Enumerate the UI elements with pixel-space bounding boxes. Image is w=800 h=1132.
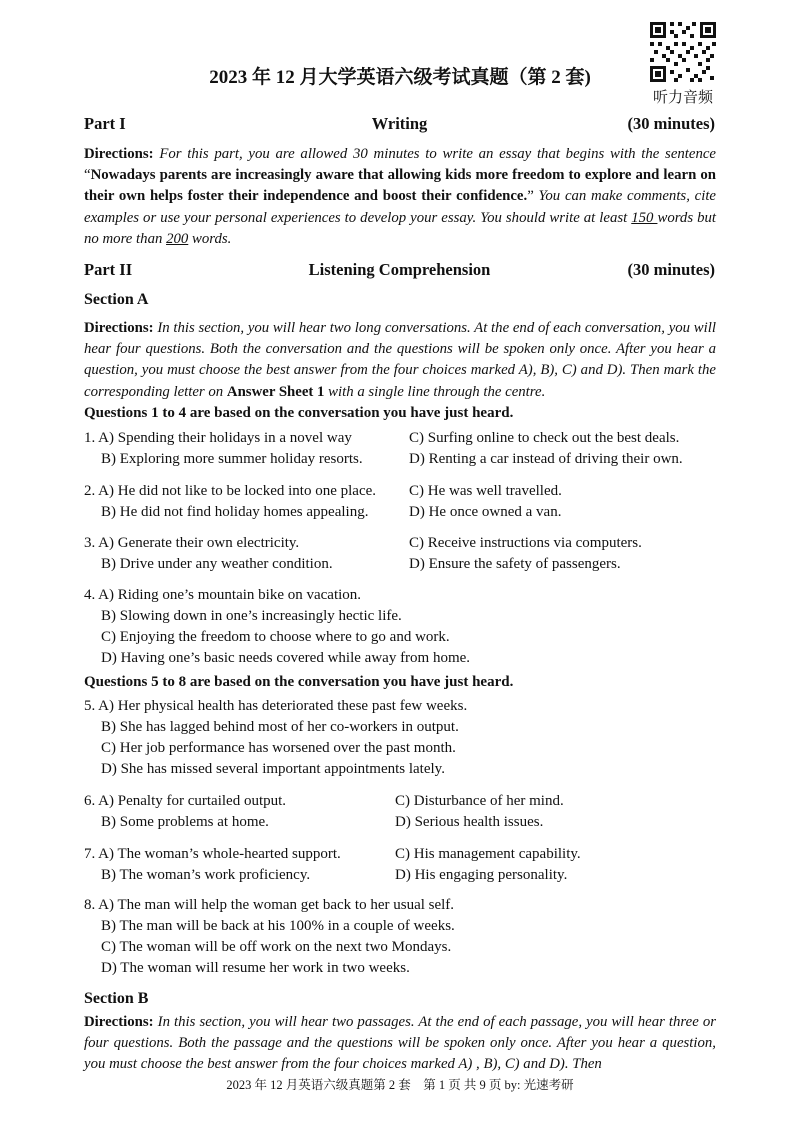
q8-option-a: 8. A) The man will help the woman get back to her usual self. xyxy=(84,897,455,913)
q7-option-b: B) The woman’s work proficiency. xyxy=(101,867,311,883)
q1-option-c: C) Surfing online to check out the best deals. xyxy=(409,430,680,446)
q6-option-a: 6. A) Penalty for curtailed output. xyxy=(84,793,287,809)
q5-option-a: 5. A) Her physical health has deteriorated these past few weeks. xyxy=(84,698,468,714)
q2-option-b: B) He did not find holiday homes appealing. xyxy=(101,504,369,520)
question-group-2-heading: Questions 5 to 8 are based on the conversation you have just heard. xyxy=(84,674,514,690)
part-2-label: Part II xyxy=(84,260,133,279)
part-2-time: (30 minutes) xyxy=(627,260,715,279)
q4-option-d: D) Having one’s basic needs covered while away from home. xyxy=(101,650,471,666)
q2-option-c: C) He was well travelled. xyxy=(409,483,562,499)
directions-text-1: For this part, you are allowed 30 minutes to write an essay that begins with the sentence xyxy=(153,146,716,162)
q6-option-d: D) Serious health issues. xyxy=(395,814,544,830)
part-1-time: (30 minutes) xyxy=(627,114,715,133)
q5-option-b: B) She has lagged behind most of her co-workers in output. xyxy=(101,719,459,735)
page-footer: 2023 年 12 月英语六级真题第 2 套 第 1 页 共 9 页 by: 光速考研 xyxy=(226,1078,574,1092)
q8-option-b: B) The man will be back at his 100% in a couple of weeks. xyxy=(101,918,455,934)
answer-sheet-ref: Answer Sheet 1 xyxy=(226,383,325,400)
q8-option-d: D) The woman will resume her work in two weeks. xyxy=(101,960,410,976)
part-1-directions xyxy=(84,144,716,250)
q3-option-b: B) Drive under any weather condition. xyxy=(101,556,333,572)
q5-option-c: C) Her job performance has worsened over the past month. xyxy=(101,740,456,756)
q5-option-d: D) She has missed several important appointments lately. xyxy=(101,761,445,777)
q1-option-b: B) Exploring more summer holiday resorts. xyxy=(101,451,363,467)
part-1-label: Part I xyxy=(84,114,126,133)
question-group-1-heading: Questions 1 to 4 are based on the conversation you have just heard. xyxy=(84,405,514,421)
page-title: 2023 年 12 月大学英语六级考试真题（第 2 套) xyxy=(209,67,591,88)
section-b-directions xyxy=(84,1012,716,1076)
directions-label: Directions: xyxy=(84,146,154,162)
q1-option-d: D) Renting a car instead of driving their own. xyxy=(409,451,683,467)
quote-open: “ xyxy=(84,167,91,184)
q4-option-b: B) Slowing down in one’s increasingly hectic life. xyxy=(101,608,402,624)
directions-label: Directions: xyxy=(84,1014,154,1030)
min-words: 150 xyxy=(631,209,658,226)
essay-prompt-sentence: Nowadays parents are increasingly aware that allowing kids more freedom to explore and learn on their own helps foster their independence and boost their confidence. xyxy=(84,167,716,205)
qr-label: 听力音频 xyxy=(652,90,713,106)
q2-option-a: 2. A) He did not like to be locked into one place. xyxy=(84,483,377,499)
directions-text-3: words but no more than xyxy=(84,209,716,247)
section-b-title: Section B xyxy=(84,990,149,1007)
directions-text-2: with a single line through the centre. xyxy=(324,383,546,400)
part-1-header xyxy=(84,114,715,138)
q6-option-b: B) Some problems at home. xyxy=(101,814,269,830)
q7-option-c: C) His management capability. xyxy=(395,846,581,862)
section-a-directions xyxy=(84,318,716,403)
q7-option-d: D) His engaging personality. xyxy=(395,867,568,883)
quote-close: ” xyxy=(527,188,534,205)
q4-option-c: C) Enjoying the freedom to choose where to go and work. xyxy=(101,629,450,645)
q3-option-a: 3. A) Generate their own electricity. xyxy=(84,535,300,551)
q1-option-a: 1. A) Spending their holidays in a novel way xyxy=(84,430,352,446)
qr-code-icon[interactable] xyxy=(648,20,718,84)
directions-text-1: In this section, you will hear two long conversations. At the end of each conversation, you will hear four questions. Both the conversation and the questions will be spoken only once. After you hear a question, you must choose the best answer from the four choices marked A), B), C) and D). Then mark the corresponding letter on xyxy=(84,320,716,400)
directions-label: Directions: xyxy=(84,320,154,336)
q6-option-c: C) Disturbance of her mind. xyxy=(395,793,564,809)
directions-text-4: words. xyxy=(188,230,232,247)
part-1-name: Writing xyxy=(371,114,428,133)
section-a-title: Section A xyxy=(84,291,149,308)
directions-text-2: You can make comments, cite examples or use your personal experiences to develop your essay. You should write at least xyxy=(84,188,716,226)
q3-option-d: D) Ensure the safety of passengers. xyxy=(409,556,621,572)
q3-option-c: C) Receive instructions via computers. xyxy=(409,535,642,551)
q2-option-d: D) He once owned a van. xyxy=(409,504,562,520)
directions-text-1: In this section, you will hear two passages. At the end of each passage, you will hear three or four questions. Both the passage and the questions will be spoken only once. After you hear a question, you must choose the best answer from the four choices marked A) , B), C) and D). Then xyxy=(84,1014,716,1073)
part-2-name: Listening Comprehension xyxy=(308,260,491,279)
q4-option-a: 4. A) Riding one’s mountain bike on vacation. xyxy=(84,587,362,603)
q8-option-c: C) The woman will be off work on the next two Mondays. xyxy=(101,939,452,955)
part-2-header xyxy=(84,260,715,284)
q7-option-a: 7. A) The woman’s whole-hearted support. xyxy=(84,846,341,862)
max-words: 200 xyxy=(166,230,189,247)
